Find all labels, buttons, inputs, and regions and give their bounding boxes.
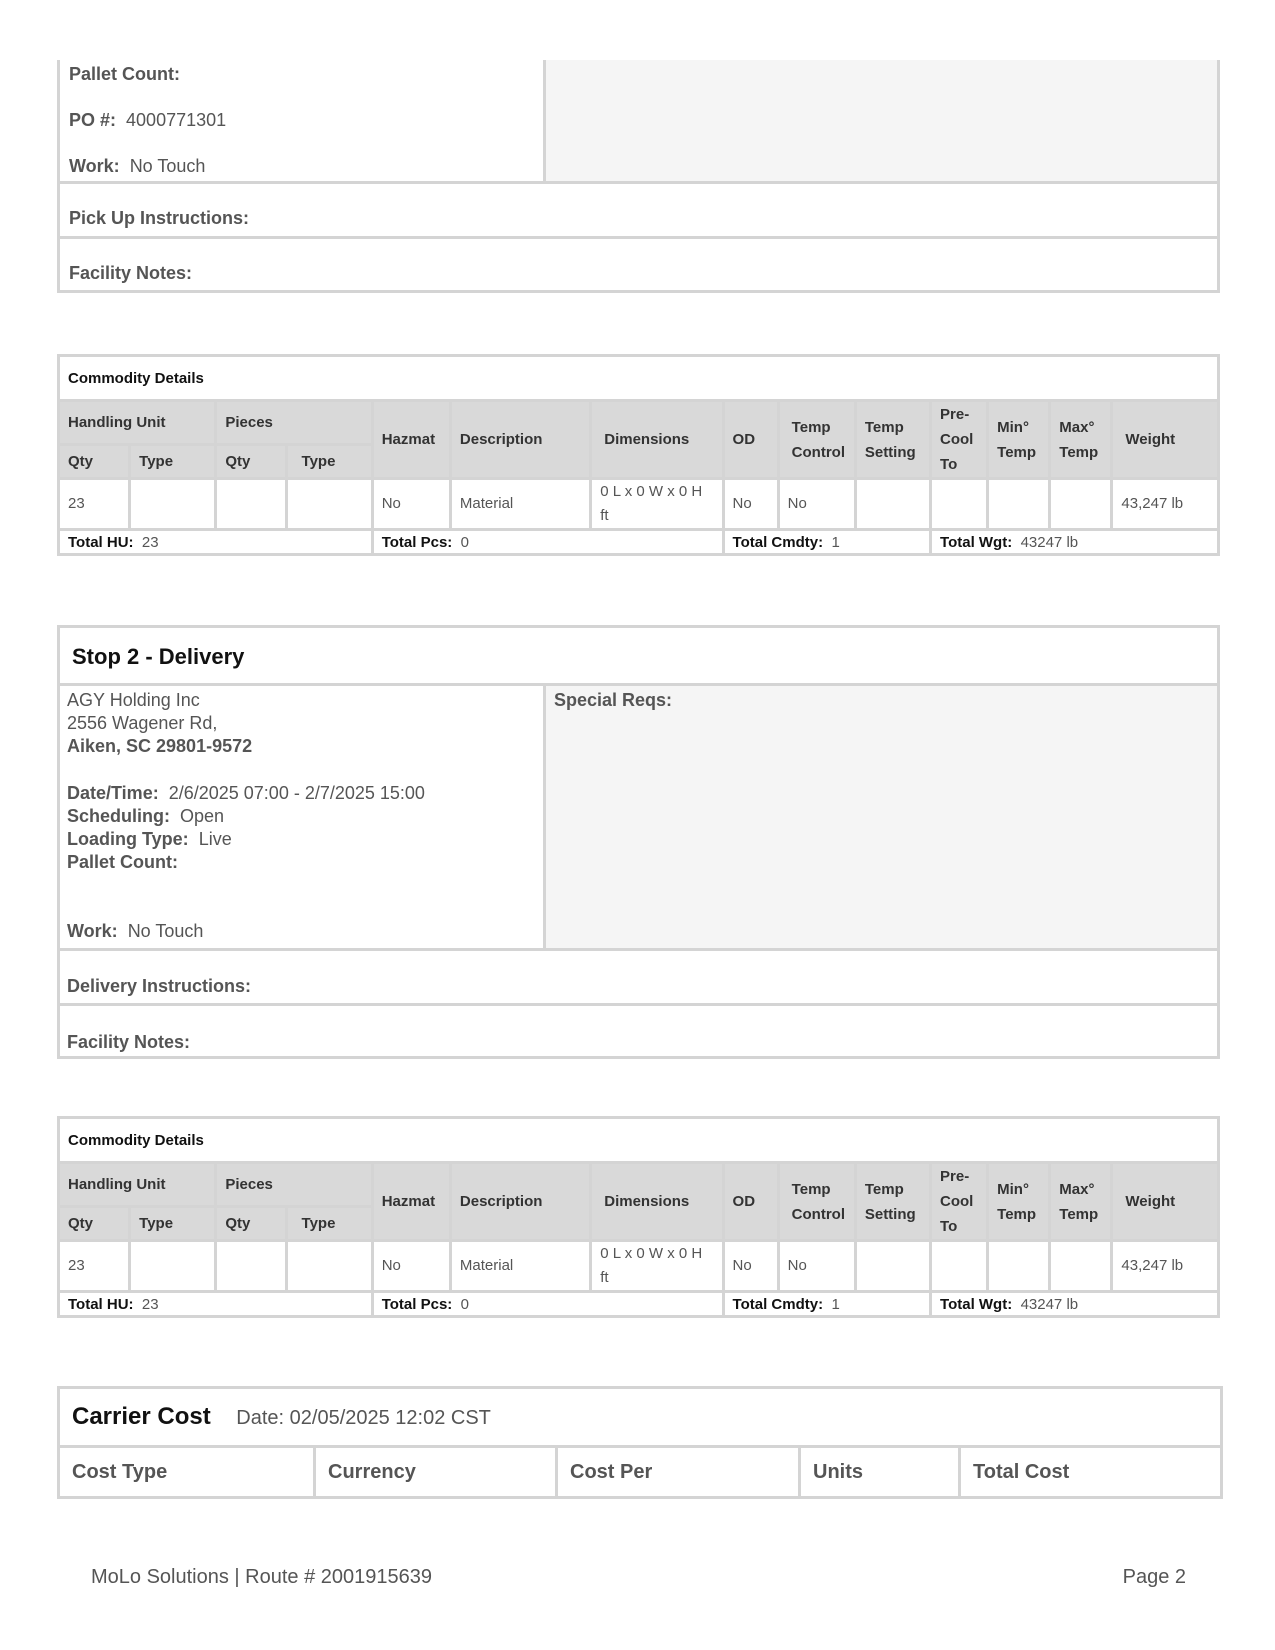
currency-header: Currency (315, 1447, 557, 1498)
address-line: 2556 Wagener Rd, (67, 713, 218, 733)
work (69, 156, 205, 177)
pallet-count-label: Pallet Count: (69, 64, 180, 84)
cost-per-header: Cost Per (557, 1447, 800, 1498)
totals-row (59, 1292, 1219, 1317)
total-hu: Total HU: 23 (59, 1292, 373, 1317)
table-row (59, 1241, 1219, 1292)
stop2-title: Stop 2 - Delivery (72, 644, 245, 669)
max-temp-header: Max° Temp (1050, 401, 1112, 479)
pc-qty-header: Qty (216, 445, 286, 479)
pre-cool (931, 479, 988, 530)
total-cmdty: Total Cmdty: 1 (723, 530, 930, 555)
carrier-cost-date: Date: 02/05/2025 12:02 CST (236, 1407, 491, 1429)
temp-control: No (778, 479, 855, 530)
min-temp-header: Min° Temp (988, 401, 1050, 479)
hazmat: No (372, 1241, 450, 1292)
carrier-cost-table (57, 1386, 1223, 1499)
delivery-instructions-label: Delivery Instructions: (67, 976, 252, 996)
pc-type (286, 1241, 372, 1292)
pc-qty (216, 1241, 286, 1292)
facility-notes-label: Facility Notes: (69, 263, 193, 283)
stop1-special-reqs-area (546, 60, 1217, 184)
work-value: No Touch (129, 156, 206, 176)
facility-notes-label: Facility Notes: (67, 1032, 191, 1052)
commodity-title: Commodity Details (59, 1118, 1219, 1163)
pc-type-header: Type (286, 445, 372, 479)
handling-unit-header: Handling Unit (59, 401, 216, 445)
pc-type (286, 479, 372, 530)
commodity-table-1 (57, 354, 1220, 556)
hazmat-header: Hazmat (372, 1163, 450, 1241)
pickup-instructions (60, 184, 1217, 239)
pre-cool-header: Pre-Cool To (931, 1163, 988, 1241)
temp-setting (855, 479, 930, 530)
pallet-count-label: Pallet Count: (67, 852, 178, 872)
dimensions: 0 L x 0 W x 0 H ft (591, 1241, 723, 1292)
pre-cool (931, 1241, 988, 1292)
work: Work: No Touch (67, 921, 204, 941)
stop1-facility-notes (60, 239, 1217, 293)
max-temp-header: Max° Temp (1050, 1163, 1112, 1241)
pc-qty-header: Qty (216, 1207, 286, 1241)
total-wgt: Total Wgt: 43247 lb (931, 530, 1219, 555)
total-wgt: Total Wgt: 43247 lb (931, 1292, 1219, 1317)
hu-qty-header: Qty (59, 445, 130, 479)
temp-setting-header: Temp Setting (855, 401, 930, 479)
hu-type (130, 1241, 216, 1292)
stop1-details (60, 60, 546, 184)
total-hu: Total HU: 23 (59, 530, 373, 555)
stop2-facility-notes (60, 1006, 1217, 1056)
min-temp (988, 479, 1050, 530)
stop2-header (60, 628, 1217, 686)
od-header: OD (723, 401, 778, 479)
temp-control-header: Temp Control (778, 401, 855, 479)
pieces-header: Pieces (216, 401, 372, 445)
hu-qty-header: Qty (59, 1207, 130, 1241)
pieces-header: Pieces (216, 1163, 372, 1207)
weight-header: Weight (1112, 401, 1219, 479)
description: Material (450, 479, 590, 530)
stop2-section (57, 625, 1220, 1059)
total-cost-header: Total Cost (960, 1447, 1222, 1498)
min-temp-header: Min° Temp (988, 1163, 1050, 1241)
hu-qty: 23 (59, 479, 130, 530)
stop1-continuation (57, 60, 1220, 293)
special-reqs (546, 686, 1217, 951)
weight: 43,247 lb (1112, 1241, 1219, 1292)
min-temp (988, 1241, 1050, 1292)
loading-type: Loading Type: Live (67, 829, 232, 849)
hazmat-header: Hazmat (372, 401, 450, 479)
description-header: Description (450, 1163, 590, 1241)
hazmat: No (372, 479, 450, 530)
po-value: 4000771301 (126, 110, 227, 130)
work-label: Work: (69, 156, 120, 176)
total-pcs: Total Pcs: 0 (372, 1292, 723, 1317)
city-state-zip: Aiken, SC 29801-9572 (67, 736, 253, 756)
date-time: Date/Time: 2/6/2025 07:00 - 2/7/2025 15:00 (67, 783, 425, 803)
description: Material (450, 1241, 590, 1292)
totals-row (59, 530, 1219, 555)
carrier-cost-title: Carrier Cost (72, 1403, 211, 1430)
pre-cool-header: Pre-Cool To (931, 401, 988, 479)
hu-type-header: Type (130, 1207, 216, 1241)
po-label: PO #: (69, 110, 117, 130)
total-cmdty: Total Cmdty: 1 (723, 1292, 930, 1317)
scheduling: Scheduling: Open (67, 806, 225, 826)
po-number (69, 110, 226, 131)
max-temp (1050, 1241, 1112, 1292)
commodity-title: Commodity Details (59, 356, 1219, 401)
pickup-instructions-label: Pick Up Instructions: (69, 208, 250, 228)
footer-route: MoLo Solutions | Route # 2001915639 (91, 1566, 433, 1588)
cost-type-header: Cost Type (59, 1447, 315, 1498)
hu-type-header: Type (130, 445, 216, 479)
stop2-details (60, 686, 546, 951)
description-header: Description (450, 401, 590, 479)
dimensions-header: Dimensions (591, 401, 723, 479)
temp-control-header: Temp Control (778, 1163, 855, 1241)
dimensions: 0 L x 0 W x 0 H ft (591, 479, 723, 530)
od-header: OD (723, 1163, 778, 1241)
hu-type (130, 479, 216, 530)
weight-header: Weight (1112, 1163, 1219, 1241)
od: No (723, 1241, 778, 1292)
hu-qty: 23 (59, 1241, 130, 1292)
pc-qty (216, 479, 286, 530)
od: No (723, 479, 778, 530)
handling-unit-header: Handling Unit (59, 1163, 216, 1207)
company-name: AGY Holding Inc (67, 690, 200, 710)
delivery-instructions (60, 951, 1217, 1006)
temp-setting-header: Temp Setting (855, 1163, 930, 1241)
carrier-cost-header (59, 1388, 1222, 1447)
dimensions-header: Dimensions (591, 1163, 723, 1241)
temp-setting (855, 1241, 930, 1292)
table-row (59, 479, 1219, 530)
special-reqs-label: Special Reqs: (554, 690, 673, 710)
footer-page-number: Page 2 (1122, 1566, 1186, 1588)
weight: 43,247 lb (1112, 479, 1219, 530)
commodity-table-2 (57, 1116, 1220, 1318)
total-pcs: Total Pcs: 0 (372, 530, 723, 555)
pc-type-header: Type (286, 1207, 372, 1241)
temp-control: No (778, 1241, 855, 1292)
max-temp (1050, 479, 1112, 530)
units-header: Units (800, 1447, 960, 1498)
